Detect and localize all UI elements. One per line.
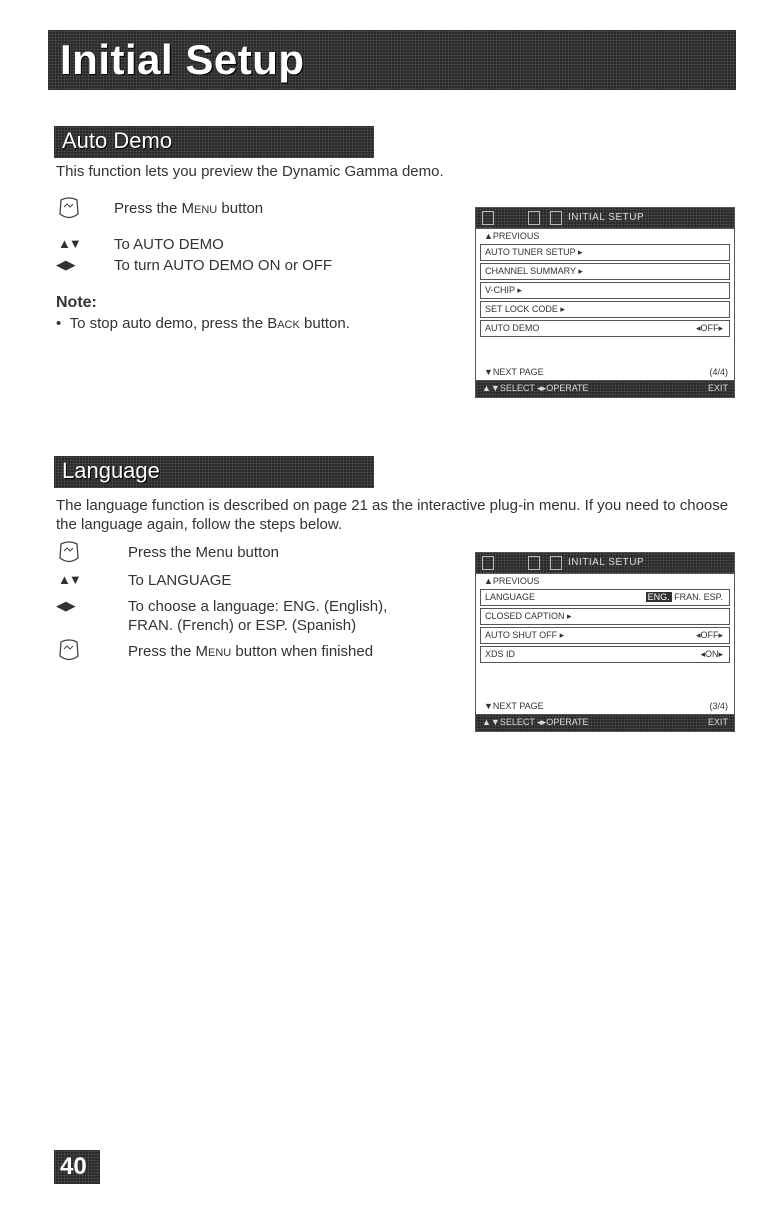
left-right-arrows-icon: ◀ ▶ xyxy=(56,257,74,272)
auto-demo-heading-bar xyxy=(54,126,374,158)
screen-footer: ▲▼SELECT ◂▸OPERATE EXIT xyxy=(476,380,734,397)
auto-demo-step-1: Press the Menu button xyxy=(114,200,264,217)
language-heading: Language xyxy=(62,458,160,483)
screen-row: CHANNEL SUMMARY ▸ xyxy=(480,263,730,280)
auto-demo-heading: Auto Demo xyxy=(62,128,173,153)
menu-tab-icon xyxy=(550,211,562,225)
menu-tab-icon xyxy=(528,556,540,570)
page-number: 40 xyxy=(60,1153,87,1180)
screen-row: V-CHIP ▸ xyxy=(480,282,730,299)
auto-demo-step-2: To AUTO DEMO xyxy=(114,236,224,253)
language-step-1: Press the Menu button xyxy=(128,544,279,561)
menu-button-icon xyxy=(56,196,82,222)
screen-row: AUTO SHUT OFF ▸ ◂OFF▸ xyxy=(480,627,730,644)
screen-header xyxy=(476,208,734,229)
screen-row: SET LOCK CODE ▸ xyxy=(480,301,730,318)
screen-previous: ▲PREVIOUS xyxy=(484,231,540,241)
page-number-box xyxy=(54,1150,100,1184)
screen-header-title: INITIAL SETUP xyxy=(568,557,645,568)
menu-tab-icon xyxy=(482,556,494,570)
screen-next-page: ▼NEXT PAGE (4/4) xyxy=(484,367,728,377)
screen-next-page: ▼NEXT PAGE (3/4) xyxy=(484,701,728,711)
auto-demo-step-3: To turn AUTO DEMO ON or OFF xyxy=(114,257,333,274)
menu-tab-icon xyxy=(482,211,494,225)
menu-button-icon xyxy=(56,540,82,566)
screen-header xyxy=(476,553,734,574)
screen-row: AUTO TUNER SETUP ▸ xyxy=(480,244,730,261)
language-step-2: To LANGUAGE xyxy=(128,572,232,589)
menu-tab-icon xyxy=(528,211,540,225)
page-title: Initial Setup xyxy=(60,36,305,83)
screen-row: CLOSED CAPTION ▸ xyxy=(480,608,730,625)
up-down-arrows-icon: ▲▼ xyxy=(58,572,80,587)
language-menu-screen xyxy=(475,552,735,732)
left-right-arrows-icon: ◀ ▶ xyxy=(56,598,74,613)
language-heading-bar xyxy=(54,456,374,488)
menu-tab-icon xyxy=(550,556,562,570)
language-step-4: Press the Menu button when finished xyxy=(128,643,374,660)
language-step-3: To choose a language: ENG. (English), FRAN. (French) or ESP. (Spanish) xyxy=(128,598,388,634)
auto-demo-note: • To stop auto demo, press the Back button. xyxy=(56,315,350,332)
auto-demo-menu-screen xyxy=(475,207,735,398)
note-title: Note: xyxy=(56,294,97,311)
screen-footer: ▲▼SELECT ◂▸OPERATE EXIT xyxy=(476,714,734,731)
screen-previous: ▲PREVIOUS xyxy=(484,576,540,586)
auto-demo-intro: This function lets you preview the Dynamic Gamma demo. xyxy=(56,163,444,180)
screen-header-title: INITIAL SETUP xyxy=(568,212,645,223)
page-title-bar xyxy=(48,30,736,90)
language-intro: The language function is described on page 21 as the interactive plug-in menu. If you need to choose the language again, follow the steps below. xyxy=(56,497,729,533)
screen-row-auto-demo: AUTO DEMO ◂OFF▸ xyxy=(480,320,730,337)
menu-button-icon xyxy=(56,638,82,664)
screen-row-language: LANGUAGE ENG. FRAN. ESP. xyxy=(480,589,730,606)
up-down-arrows-icon: ▲▼ xyxy=(58,236,80,251)
screen-row: XDS ID ◂ON▸ xyxy=(480,646,730,663)
